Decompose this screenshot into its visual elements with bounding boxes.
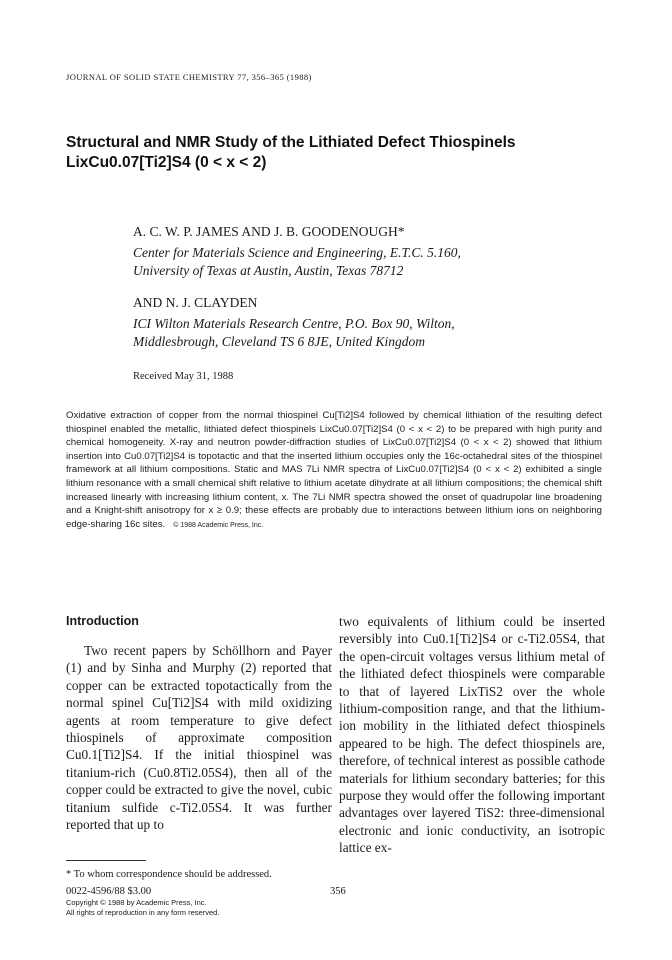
received-date: Received May 31, 1988 [133,371,234,382]
paper-title [66,133,626,173]
page-number: 356 [330,886,346,897]
abstract-text: Oxidative extraction of copper from the normal thiospinel Cu[Ti2]S4 followed by chemical lithiation of the resulting defect thiospinel enabled the metallic, lithiated defect thiospinels LixCu0.07[Ti2]S4 (0 < x < 2) to be prepared with high purity and chemical homogeneity. X-ray and neutron powder-diffraction studies of LixCu0.07[Ti2]S4 (0 < x < 2) showed that lithium insertion into Cu0.07[Ti2]S4 is topotactic and that the inserted lithium occupies only the 16c-octahedral sites of the thiospinel framework at all lithium compositions. Static and MAS 7Li NMR spectra of LixCu0.07[Ti2]S4 (0 < x < 2) exhibited a single lithium resonance with a small chemical shift relative to lithium acetate dihydrate at all lithium compositions; the chemical shift increased linearly with increasing lithium content, x. The 7Li NMR spectra showed the onset of quadrupolar line broadening and a Knight-shift anisotropy for x ≥ 0.9; these effects are probably due to interactions between lithium ions on neighboring edge-sharing 16c sites. [66,410,602,530]
affiliation-2-line-2: Middlesbrough, Cleveland TS 6 8JE, United Kingdom [133,334,425,349]
footnote-rule [66,860,146,861]
footnote: * To whom correspondence should be addressed. [66,869,272,880]
affiliation-2 [133,315,593,351]
section-heading-introduction: Introduction [66,614,139,628]
affiliation-1 [133,244,593,280]
introduction-paragraph: Two recent papers by Schöllhorn and Payer (1) and by Sinha and Murphy (2) reported that copper can be extracted topotactically from the normal spinel Cu[Ti2]S4 with mild oxidizing agents at room temperature to give defect thiospinels of approximate composition Cu0.1[Ti2]S4. If the initial thiospinel was titanium-rich (Cu0.8Ti2.05S4), then all of the copper could be extracted to give the novel, cubic titanium sulfide c-Ti2.05S4. It was further reported that up to [66,643,332,833]
abstract [66,409,602,532]
imprint [66,886,219,917]
abstract-copyright: © 1988 Academic Press, Inc. [173,521,264,529]
title-line-2: LixCu0.07[Ti2]S4 (0 < x < 2) [66,154,267,171]
body-right-column [339,613,605,857]
affiliation-2-line-1: ICI Wilton Materials Research Centre, P.O. Box 90, Wilton, [133,316,455,331]
body-left-column [66,613,332,833]
affiliation-1-line-1: Center for Materials Science and Engineering, E.T.C. 5.160, [133,245,461,260]
author-group-2: AND N. J. CLAYDEN [133,295,258,310]
imprint-copyright: Copyright © 1988 by Academic Press, Inc. [66,898,207,907]
author-group-1: A. C. W. P. JAMES AND J. B. GOODENOUGH* [133,224,405,239]
journal-citation: JOURNAL OF SOLID STATE CHEMISTRY 77, 356–365 (1988) [66,72,312,82]
title-line-1: Structural and NMR Study of the Lithiated Defect Thiospinels [66,134,516,151]
imprint-rights: All rights of reproduction in any form reserved. [66,907,220,917]
affiliation-1-line-2: University of Texas at Austin, Austin, Texas 78712 [133,263,404,278]
imprint-price: 0022-4596/88 $3.00 [66,886,152,897]
introduction-paragraph-continued: two equivalents of lithium could be inserted reversibly into Cu0.1[Ti2]S4 or c-Ti2.05S4, that the open-circuit voltages versus lithium metal of the lithiated defect thiospinels were comparable to that of layered LixTiS2 over the whole lithium-composition range, and that the lithium-ion mobility in the lithiated defect thiospinels appeared to be high. The defect thiospinels are, therefore, of technical interest as possible cathode materials for lithium secondary batteries; for this purpose they would offer the following important advantages over layered TiS2: three-dimensional electronic and ionic conductivity, an isotropic lattice ex- [339,614,605,856]
